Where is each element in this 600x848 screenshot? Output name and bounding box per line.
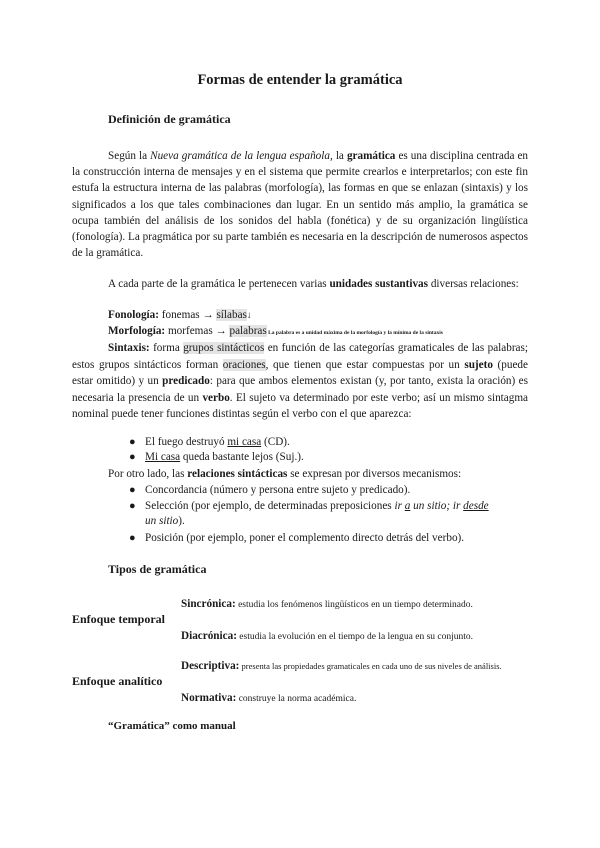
fonologia-line: Fonología: fonemas → sílabas↓ [108, 309, 252, 321]
sincronica-line: Sincrónica: estudia los fenómenos lingüísticos en un tiempo determinado. [181, 598, 473, 610]
mechanism-item: Selección (por ejemplo, de determinadas preposiciones ir a un sitio; ir desde [145, 500, 489, 512]
page-title: Formas de entender la gramática [197, 72, 403, 88]
intro-paragraph: Según la Nueva gramática de la lengua española, la gramática es una disciplina centrada en la construcción interna de mensajes y en el sistema que permite crearlos e interpretarlos; con este fin estufa la estructura interna de las palabras (morfología), las formas en que se enlazan (sintaxis) y los significados a los que tales combinaciones dan lugar. En un sentido más amplio, la gramática se ocupa también del análisis de los sonidos del habla (fonética) y de su organización lingüística (fonología). La pragmática por su parte también es necesaria en la descripción de numerosos aspectos de la gramática. [72, 150, 528, 260]
bullet-icon: ● [129, 532, 136, 544]
sintaxis-paragraph: Sintaxis: forma grupos sintácticos en función de las categorías gramaticales de las palabras; estos grupos sintácticos forman oraciones, que tienen que estar compuestas por un sujeto (puede estar omitido) y un predicado: para que ambos elementos existan (y, por tanto, exista la oración) es necesaria la presencia de un verbo. El sujeto va determinado por este verbo; así un mismo sintagma nominal puede tener funciones distintas según el verbo con el que aparezca: [72, 342, 529, 421]
heading-manual: “Gramática” como manual [108, 720, 236, 732]
enfoque-temporal-label: Enfoque temporal [72, 612, 165, 626]
relaciones-line: Por otro lado, las relaciones sintácticas se expresan por diversos mecanismos: [108, 468, 462, 480]
normativa-line: Normativa: construye la norma académica. [181, 692, 357, 704]
heading-tipos: Tipos de gramática [108, 562, 207, 576]
diacronica-line: Diacrónica: estudia la evolución en el tiempo de la lengua en su conjunto. [181, 630, 474, 642]
bullet-icon: ● [129, 451, 136, 463]
bullet-icon: ● [129, 484, 136, 496]
morfologia-line: Morfología: morfemas → palabras La palabra es a unidad máxima de la morfología y la mínima de la sintaxis [108, 325, 443, 337]
example-item: Mi casa queda bastante lejos (Suj.). [145, 451, 304, 463]
heading-definicion: Definición de gramática [108, 112, 231, 126]
mechanism-item-continuation: un sitio). [145, 515, 185, 527]
bullet-icon: ● [129, 500, 136, 512]
units-paragraph: A cada parte de la gramática le pertenecen varias unidades sustantivas diversas relaciones: [108, 278, 519, 290]
mechanism-item: Posición (por ejemplo, poner el complemento directo detrás del verbo). [145, 532, 465, 544]
enfoque-analitico-label: Enfoque analítico [72, 674, 163, 688]
bullet-icon: ● [129, 436, 136, 448]
example-item: El fuego destruyó mi casa (CD). [145, 436, 290, 448]
descriptiva-line: Descriptiva: presenta las propiedades gramaticales en cada uno de sus niveles de análisis. [181, 660, 502, 672]
mechanism-item: Concordancia (número y persona entre sujeto y predicado). [145, 484, 411, 496]
